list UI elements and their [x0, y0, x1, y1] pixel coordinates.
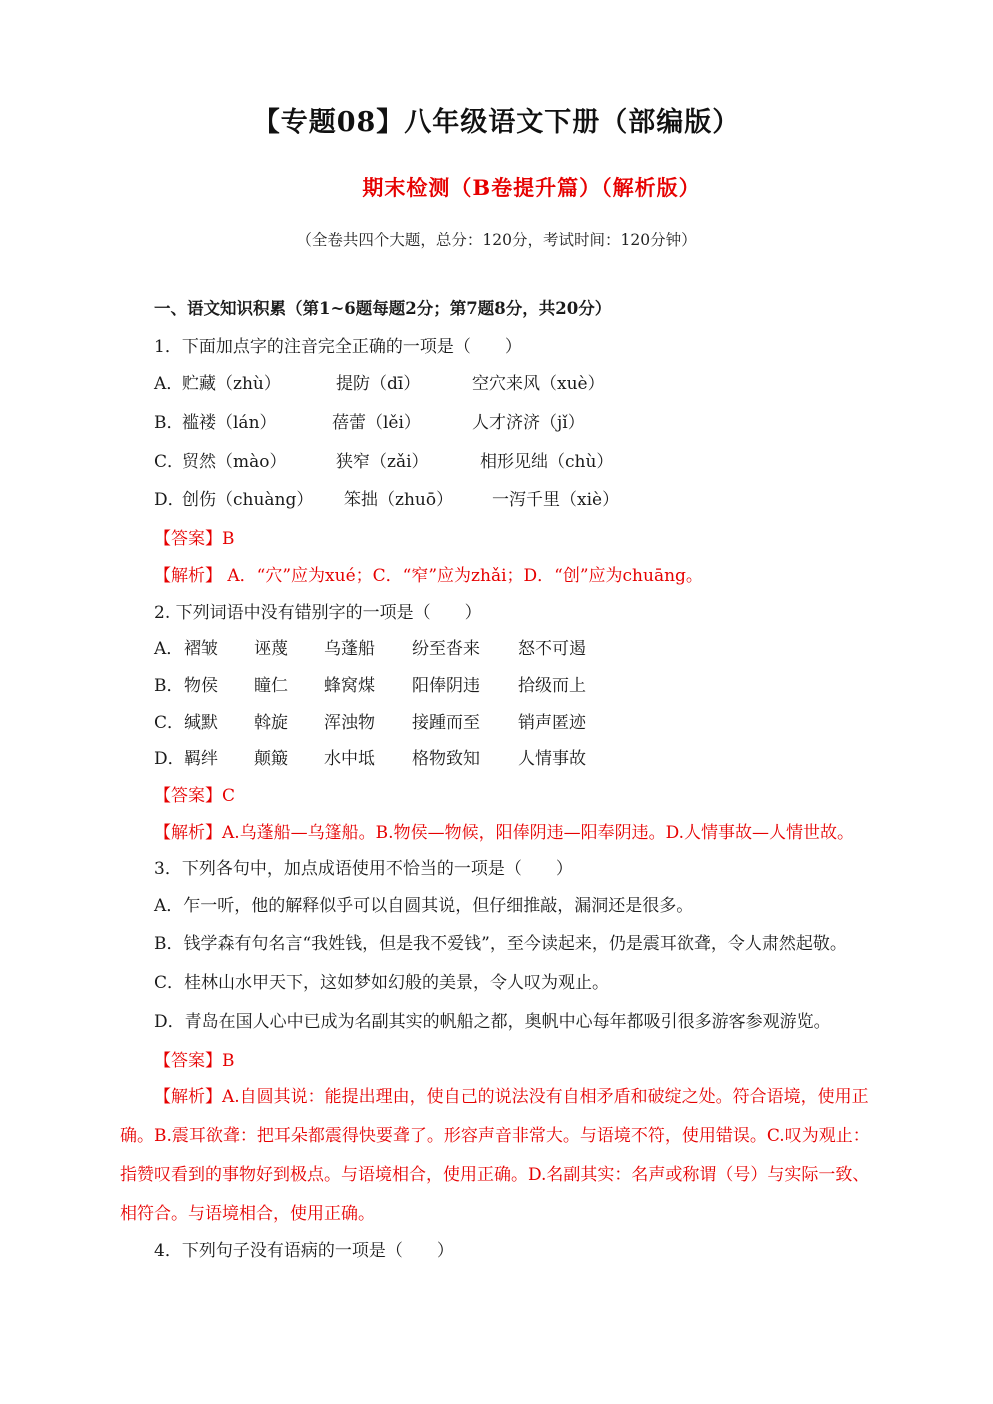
option-item: 蜂窝煤 [324, 676, 375, 696]
option-item: 褴褛（lán） [182, 413, 277, 433]
q3-option-d: D．青岛在国人心中已成为名副其实的帆船之都，奥帆中心每年都吸引很多游客参观游览。 [154, 1012, 831, 1032]
q2-analysis: 【解析】A.乌蓬船—乌篷船。B.物侯—物候，阳俸阴违—阳奉阴违。D.人情事故—人情世故。 [154, 823, 855, 843]
exam-note: （全卷共四个大题，总分：120分，考试时间：120分钟） [296, 231, 697, 249]
option-item: 羁绊 [184, 749, 218, 769]
option-item: 缄默 [184, 713, 218, 733]
option-item: 蓓蕾（lěi） [332, 413, 421, 433]
option-item: 物侯 [184, 676, 218, 696]
option-item: 怒不可遏 [518, 639, 586, 659]
q3-option-c: C．桂林山水甲天下，这如梦如幻般的美景，令人叹为观止。 [154, 973, 610, 993]
option-item: 贸然（mào） [182, 452, 287, 472]
q4-stem: 4．下列句子没有语病的一项是（ ） [154, 1241, 454, 1261]
option-item: 诬蔑 [254, 639, 288, 659]
option-item: 提防（dī） [336, 374, 421, 394]
q1-stem: 1．下面加点字的注音完全正确的一项是（ ） [154, 337, 522, 357]
option-item: 接踵而至 [412, 713, 480, 733]
option-item: 销声匿迹 [518, 713, 586, 733]
option-item: 相形见绌（chù） [480, 452, 614, 472]
page-title: 【专题08】八年级语文下册（部编版） [252, 107, 741, 138]
option-label: A． [154, 639, 184, 659]
option-item: 格物致知 [412, 749, 480, 769]
option-item: 斡旋 [254, 713, 288, 733]
option-label: D． [154, 749, 185, 769]
option-label: D． [154, 490, 185, 510]
option-item: 瞳仁 [254, 676, 288, 696]
option-label: C． [154, 713, 185, 733]
option-item: 水中坻 [324, 749, 375, 769]
q3-answer: 【答案】B [154, 1051, 235, 1071]
option-label: B． [154, 676, 184, 696]
option-item: 颠簸 [254, 749, 288, 769]
option-item: 拾级而上 [518, 676, 586, 696]
q2-stem: 2. 下列词语中没有错别字的一项是（ ） [154, 603, 482, 623]
option-item: 贮藏（zhù） [182, 374, 281, 394]
option-item: 阳俸阴违 [412, 676, 480, 696]
q3-analysis: 【解析】A.自圆其说：能提出理由，使自己的说法没有自相矛盾和破绽之处。符合语境，使用正确。B.震耳欲聋：把耳朵都震得快要聋了。形容声音非常大。与语境不符，使用错误。C.叹为观止：指赞叹看到的事物好到极点。与语境相合，使用正确。D.名副其实：名声或称谓（号）与实际一致、相符合。与语境相合，使用正确。 [120, 1087, 870, 1224]
q2-answer: 【答案】C [154, 786, 236, 806]
option-item: 褶皱 [184, 639, 218, 659]
q1-answer: 【答案】B [154, 529, 235, 549]
option-item: 浑浊物 [324, 713, 375, 733]
q3-stem: 3．下列各句中，加点成语使用不恰当的一项是（ ） [154, 859, 573, 879]
option-item: 人才济济（jǐ） [472, 413, 585, 433]
q1-analysis: 【解析】 A．“穴”应为xué；C．“窄”应为zhǎi；D．“创”应为chuāng。 [154, 566, 703, 586]
option-label: C． [154, 452, 185, 472]
option-item: 一泻千里（xiè） [492, 490, 620, 510]
option-item: 纷至沓来 [412, 639, 480, 659]
option-item: 创伤（chuàng） [182, 490, 314, 510]
q3-option-b: B．钱学森有句名言“我姓钱，但是我不爱钱”，至今读起来，仍是震耳欲聋，令人肃然起敬。 [154, 934, 847, 954]
option-item: 狭窄（zǎi） [336, 452, 429, 472]
option-label: B． [154, 413, 184, 433]
option-label: A． [154, 374, 184, 394]
option-item: 笨拙（zhuō） [344, 490, 454, 510]
page-subtitle: 期末检测（B卷提升篇）（解析版） [362, 175, 701, 200]
option-item: 乌蓬船 [324, 639, 375, 659]
q3-option-a: A．乍一听，他的解释似乎可以自圆其说，但仔细推敲，漏洞还是很多。 [154, 896, 694, 916]
section-heading: 一、语文知识积累（第1~6题每题2分；第7题8分，共20分） [154, 299, 612, 318]
option-item: 空穴来风（xuè） [472, 374, 605, 394]
option-item: 人情事故 [518, 749, 586, 769]
